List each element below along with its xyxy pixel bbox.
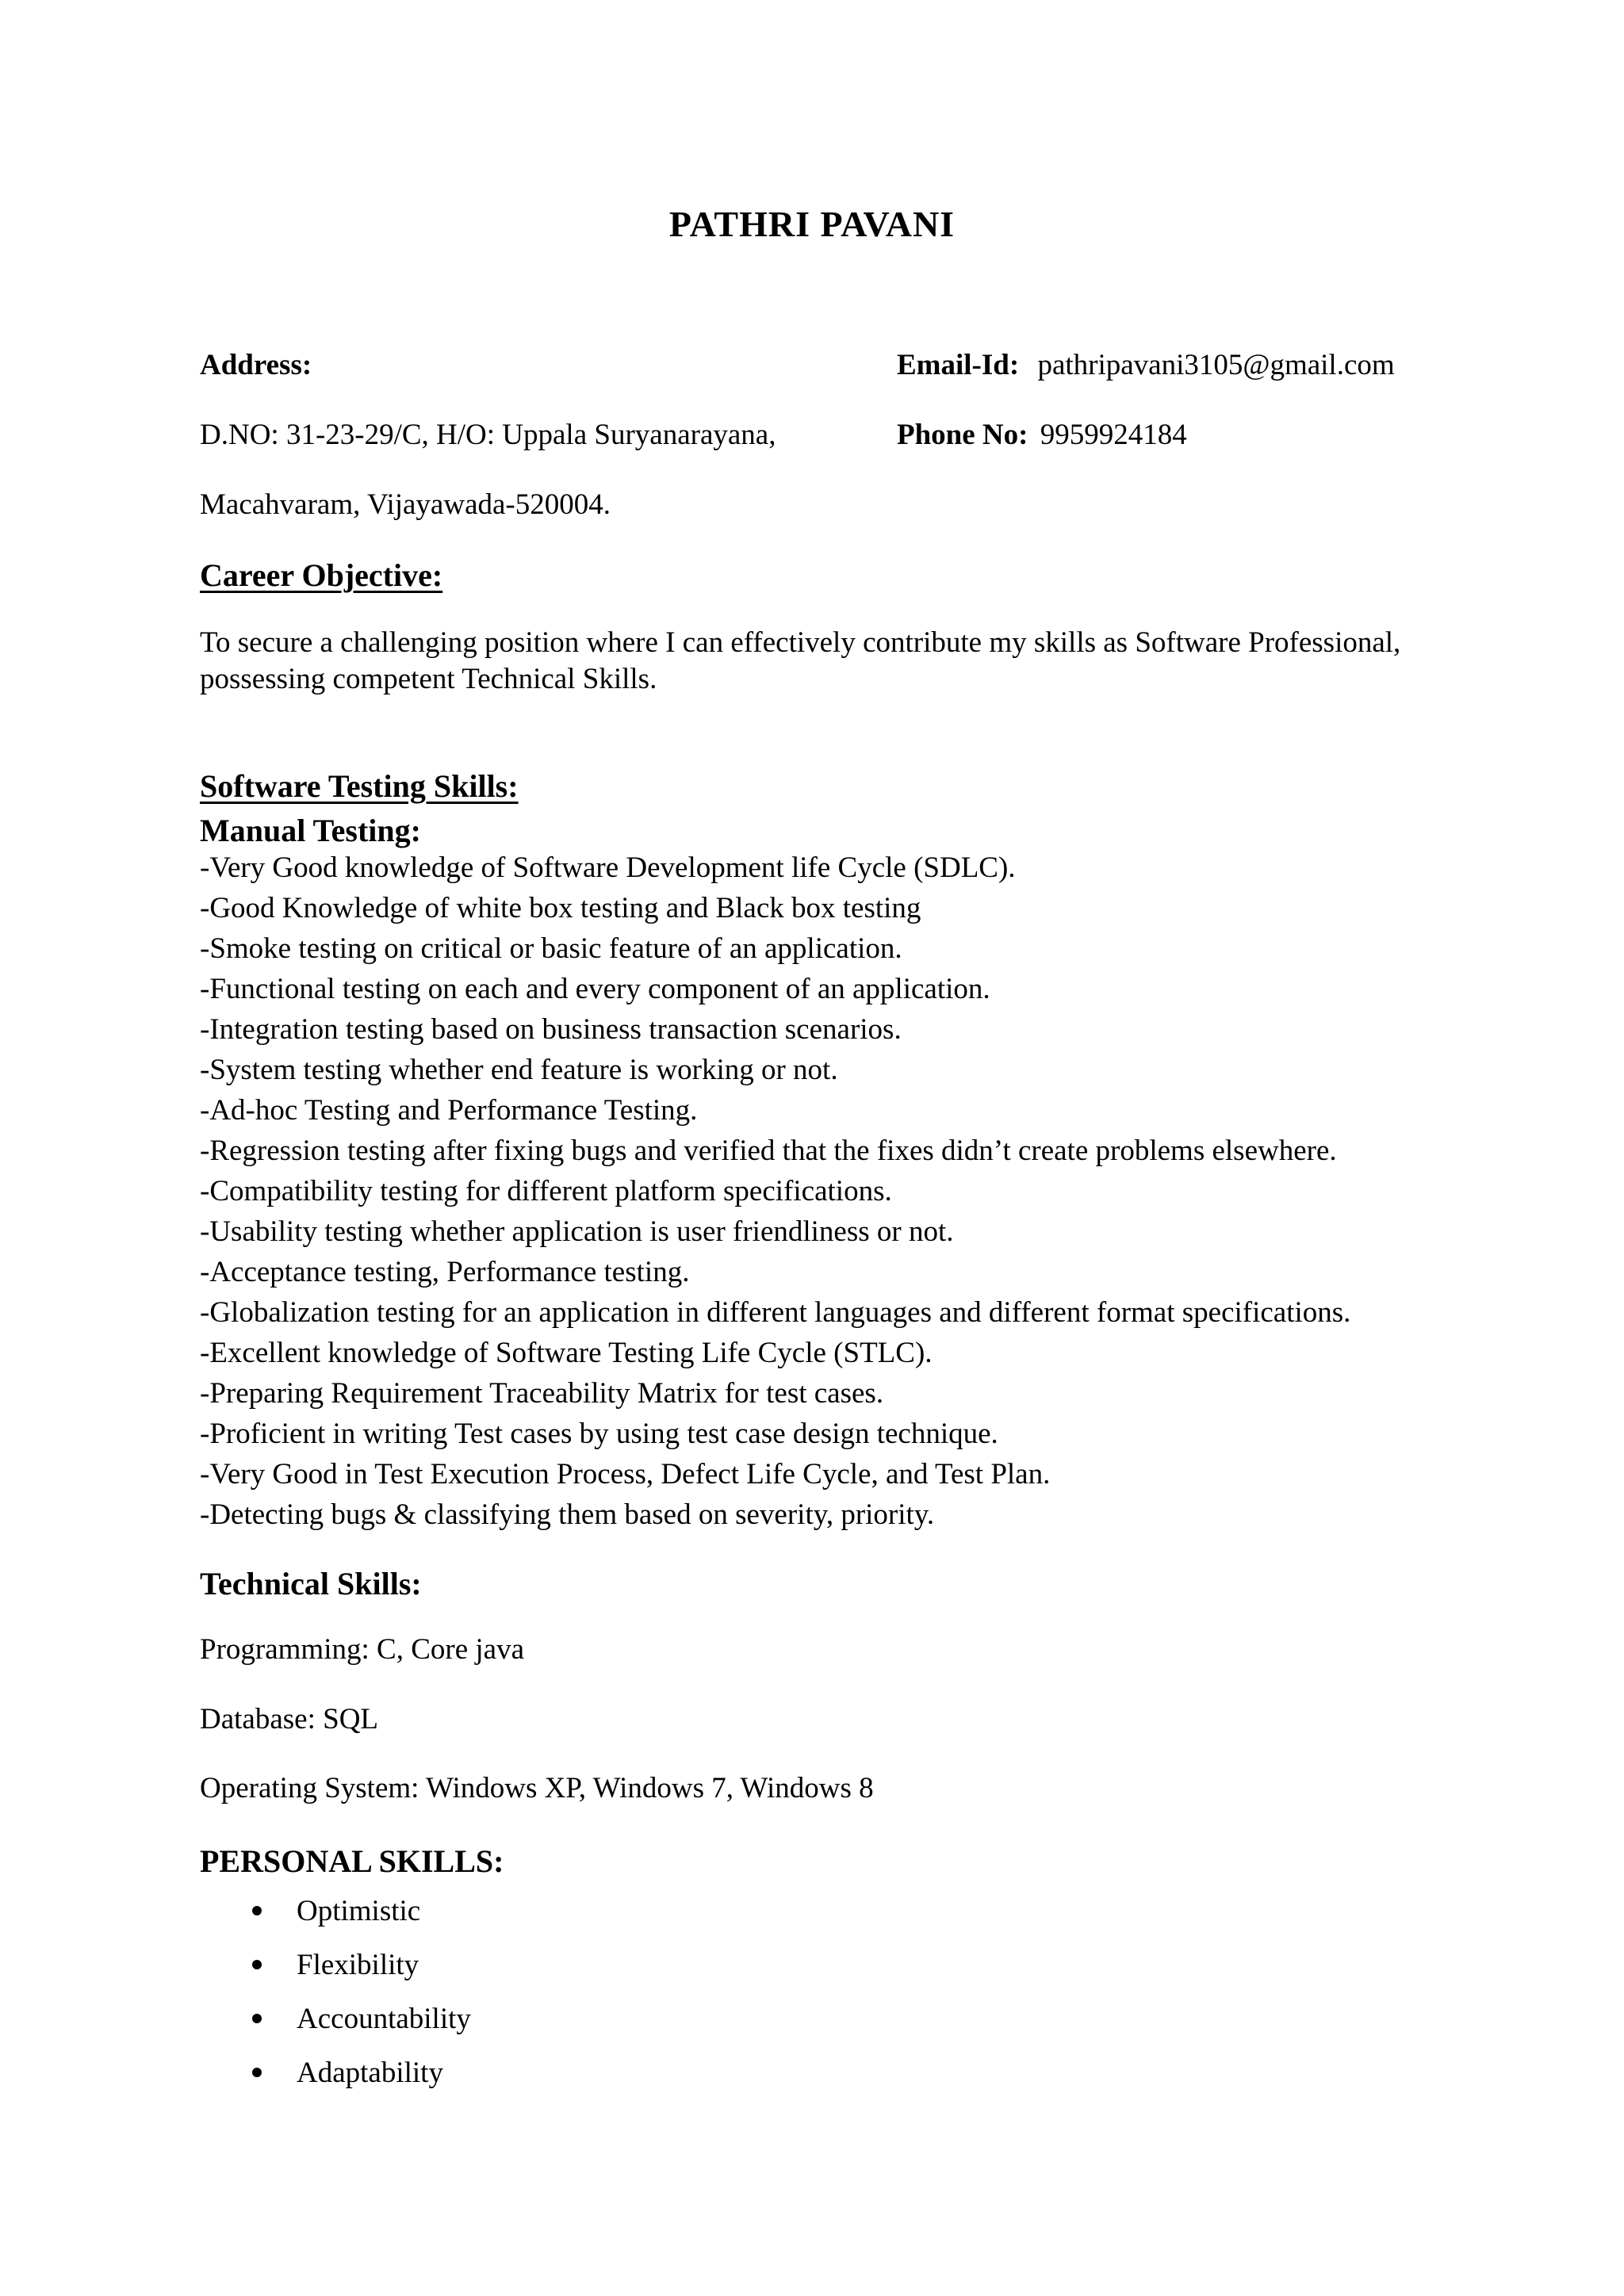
list-item: -Functional testing on each and every component of an application. [200,973,990,1005]
phone-value: 9959924184 [1040,419,1187,451]
bullet-icon [252,1906,262,1915]
list-item: -System testing whether end feature is working or not. [200,1054,838,1086]
list-item: -Proficient in writing Test cases by using test case design technique. [200,1418,998,1450]
list-item: -Globalization testing for an application in different languages and different format specifications. [200,1296,1351,1329]
candidate-name: PATHRI PAVANI [668,204,956,244]
personal-skills-heading: PERSONAL SKILLS: [200,1843,504,1879]
phone-label: Phone No: [897,419,1028,451]
list-item: -Very Good in Test Execution Process, Defect Life Cycle, and Test Plan. [200,1458,1051,1490]
list-item: -Compatibility testing for different platform specifications. [200,1175,892,1207]
bullet-icon [252,2068,262,2077]
career-objective-heading: Career Objective: [200,557,443,593]
database-skills: Database: SQL [200,1703,379,1735]
email-value: pathripavani3105@gmail.com [1037,349,1395,381]
list-item: -Ad-hoc Testing and Performance Testing. [200,1094,698,1127]
list-item: -Regression testing after fixing bugs and verified that the fixes didn’t create problems elsewhere. [200,1135,1337,1167]
list-item: -Good Knowledge of white box testing and Black box testing [200,892,921,924]
manual-testing-subheading: Manual Testing: [200,813,421,848]
list-item: -Acceptance testing, Performance testing. [200,1256,690,1288]
list-item: -Excellent knowledge of Software Testing Life Cycle (STLC). [200,1337,933,1369]
address-label: Address: [200,349,312,381]
career-objective-line-1: To secure a challenging position where I can effectively contribute my skills as Software Professional, [200,626,1401,659]
software-testing-heading: Software Testing Skills: [200,768,519,804]
email-label: Email-Id: [897,349,1020,381]
list-item: -Detecting bugs & classifying them based on severity, priority. [200,1498,935,1531]
bullet-label: Flexibility [297,1949,419,1981]
list-item: -Very Good knowledge of Software Development life Cycle (SDLC). [200,851,1016,884]
address-line-1: D.NO: 31-23-29/C, H/O: Uppala Suryanarayana, [200,419,776,451]
operating-system-skills: Operating System: Windows XP, Windows 7, Windows 8 [200,1772,874,1804]
phone-row [897,420,1187,450]
list-item: -Smoke testing on critical or basic feature of an application. [200,932,902,965]
list-item: -Preparing Requirement Traceability Matrix for test cases. [200,1377,884,1410]
programming-skills: Programming: C, Core java [200,1633,524,1666]
bullet-icon [252,1960,262,1969]
bullet-label: Accountability [297,2003,471,2035]
list-item: -Integration testing based on business transaction scenarios. [200,1013,902,1046]
career-objective-line-2: possessing competent Technical Skills. [200,663,657,695]
bullet-icon [252,2014,262,2023]
email-row [897,350,1395,380]
list-item: -Usability testing whether application is user friendliness or not. [200,1215,954,1248]
address-line-2: Macahvaram, Vijayawada-520004. [200,488,611,521]
bullet-label: Adaptability [297,2057,443,2089]
technical-skills-heading: Technical Skills: [200,1566,422,1601]
bullet-label: Optimistic [297,1895,421,1927]
